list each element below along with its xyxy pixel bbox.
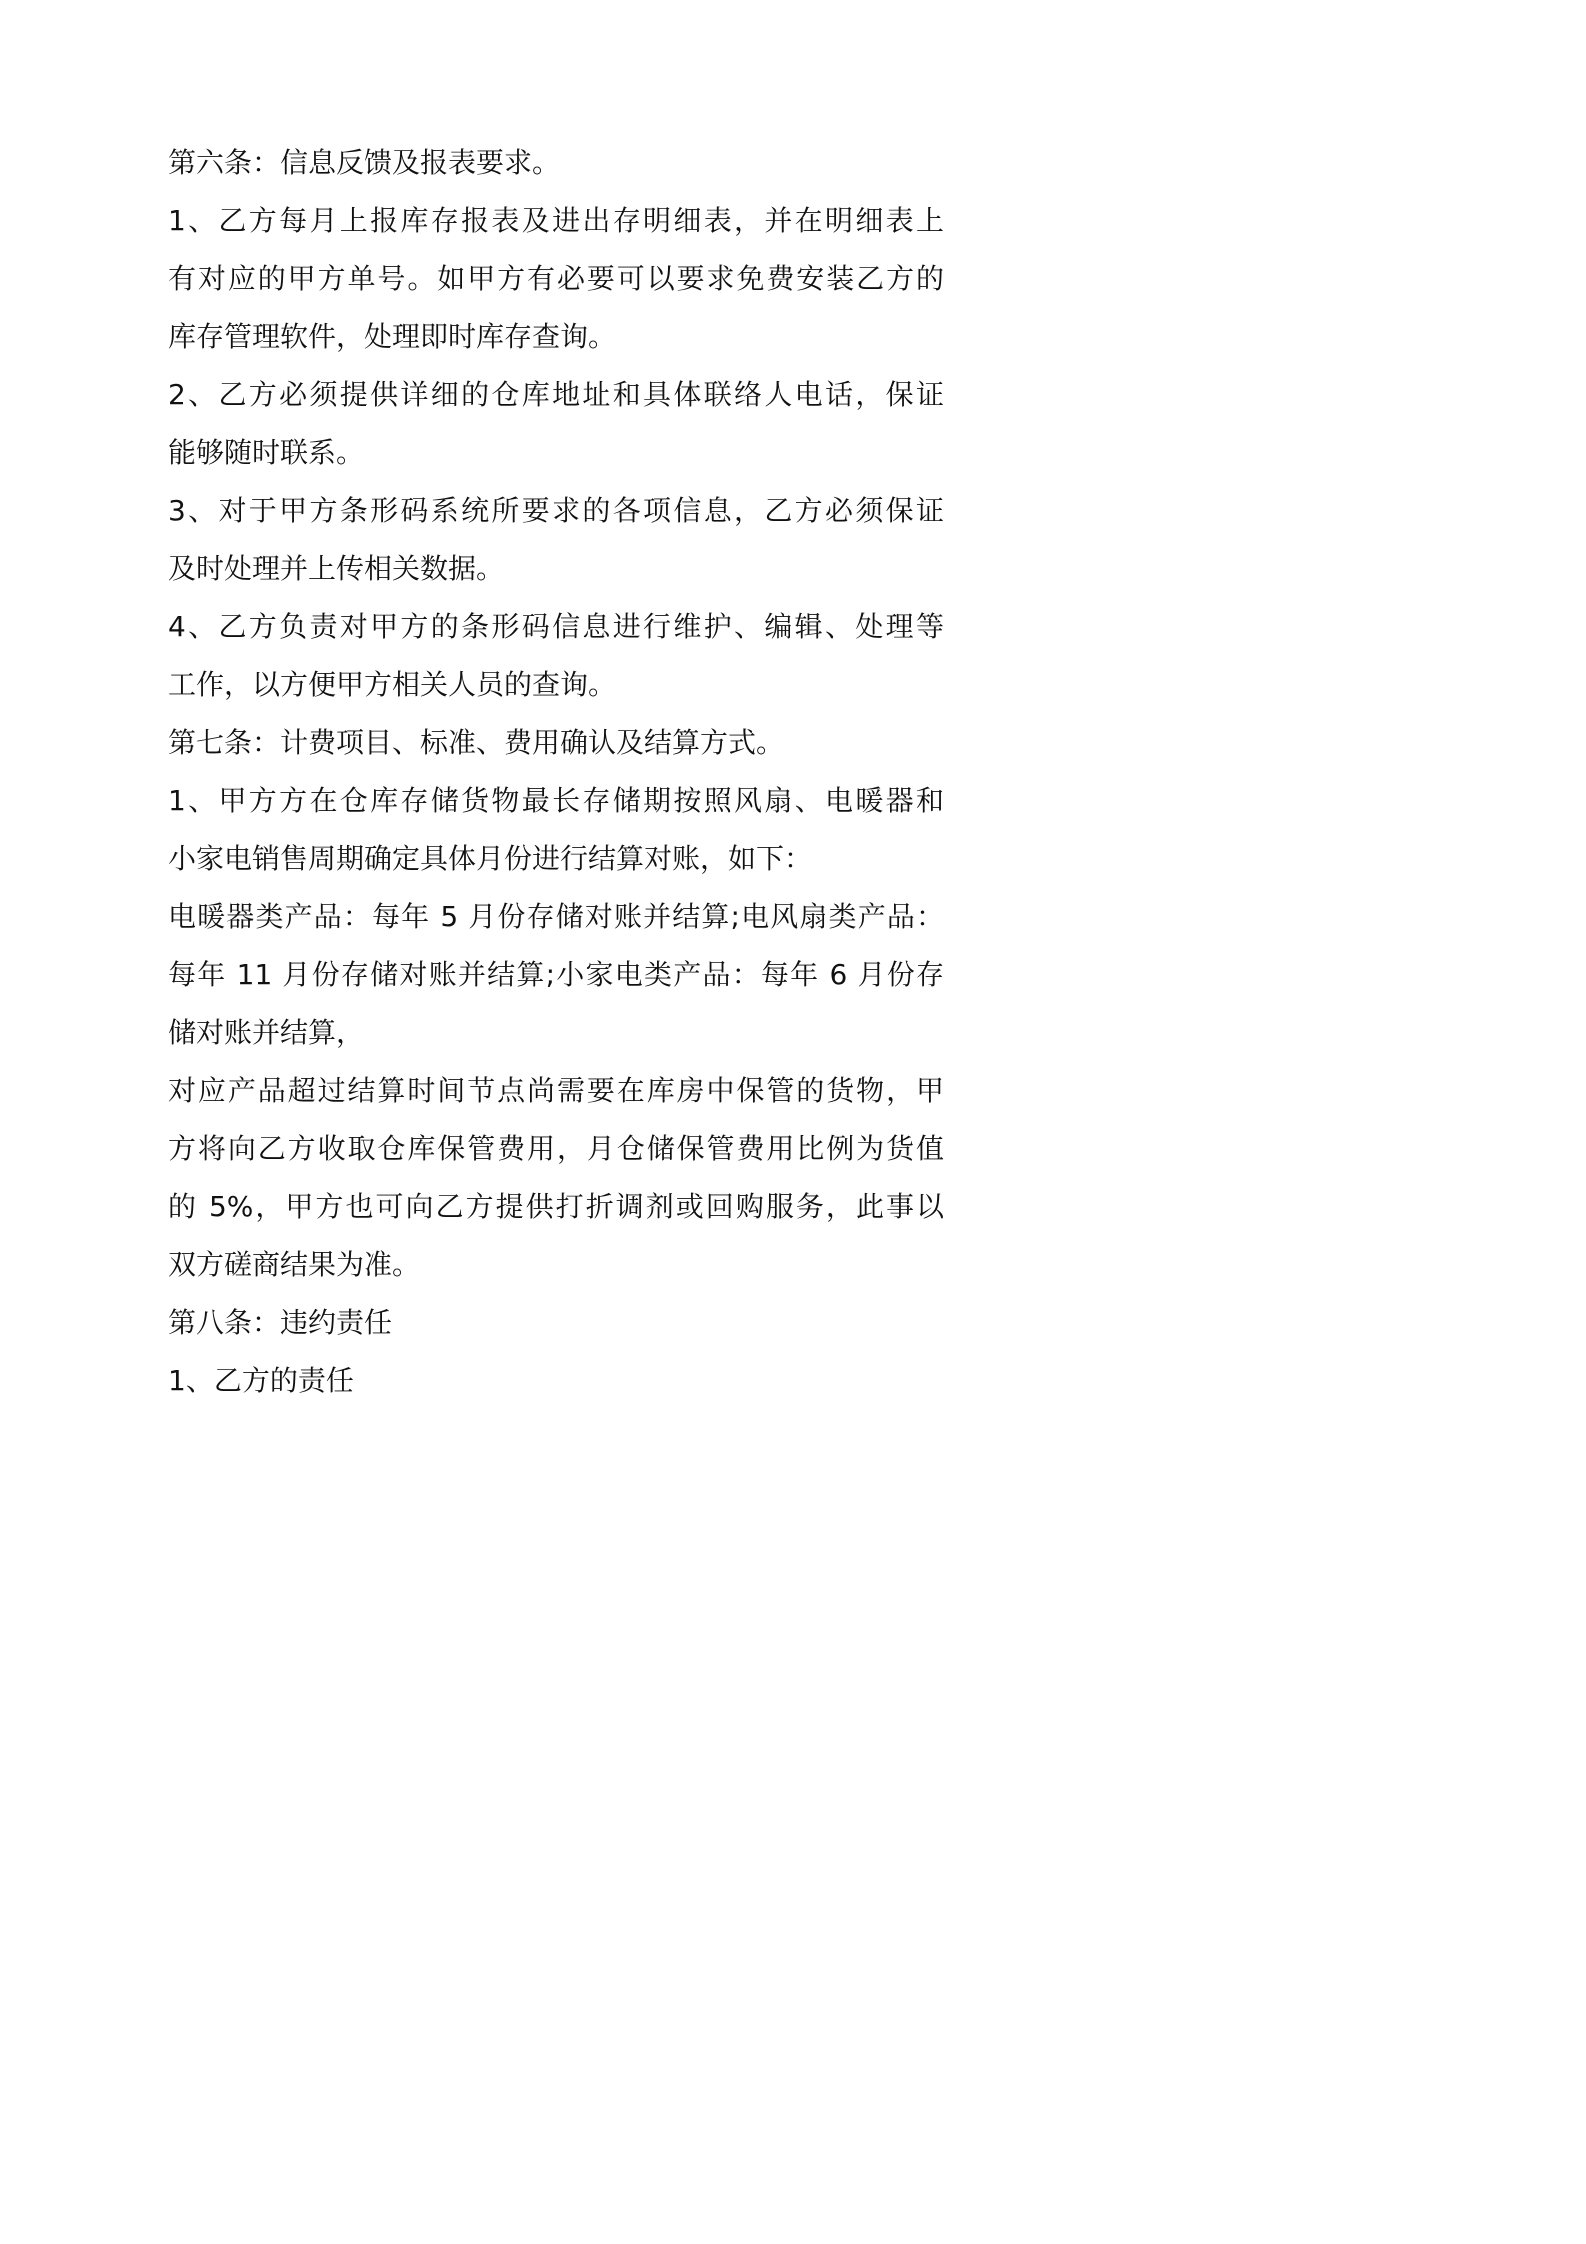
article-seven-item-1-line-1: 1、甲方方在仓库存储货物最长存储期按照风扇、电暖器和 <box>168 784 944 817</box>
article-eight-heading: 第八条：违约责任 <box>168 1306 393 1339</box>
storage-fee-line-2: 方将向乙方收取仓库保管费用，月仓储保管费用比例为货值 <box>168 1132 944 1165</box>
article-six-item-1-line-2: 有对应的甲方单号。如甲方有必要可以要求免费安装乙方的 <box>168 262 944 295</box>
settlement-schedule-line-3: 储对账并结算， <box>168 1016 365 1049</box>
document-page <box>0 0 1104 1566</box>
storage-fee-line-4: 双方磋商结果为准。 <box>168 1248 421 1281</box>
article-six-item-4-line-2: 工作，以方便甲方相关人员的查询。 <box>168 668 617 701</box>
article-eight-item-1: 1、乙方的责任 <box>168 1364 354 1397</box>
settlement-schedule-line-2: 每年 11 月份存储对账并结算;小家电类产品：每年 6 月份存 <box>168 958 944 991</box>
article-six-item-1-line-1: 1、乙方每月上报库存报表及进出存明细表，并在明细表上 <box>168 204 944 237</box>
article-six-item-2-line-2: 能够随时联系。 <box>168 436 365 469</box>
article-six-item-2-line-1: 2、乙方必须提供详细的仓库地址和具体联络人电话，保证 <box>168 378 944 411</box>
settlement-schedule-line-1: 电暖器类产品：每年 5 月份存储对账并结算;电风扇类产品： <box>168 900 944 933</box>
article-six-item-3-line-1: 3、对于甲方条形码系统所要求的各项信息，乙方必须保证 <box>168 494 944 527</box>
article-seven-heading: 第七条：计费项目、标准、费用确认及结算方式。 <box>168 726 785 759</box>
article-seven-item-1-line-2: 小家电销售周期确定具体月份进行结算对账，如下： <box>168 842 813 875</box>
article-six-item-4-line-1: 4、乙方负责对甲方的条形码信息进行维护、编辑、处理等 <box>168 610 944 643</box>
storage-fee-line-3: 的 5%，甲方也可向乙方提供打折调剂或回购服务，此事以 <box>168 1190 944 1223</box>
contract-text <box>168 134 944 1410</box>
article-six-item-1-line-3: 库存管理软件，处理即时库存查询。 <box>168 320 617 353</box>
article-six-heading: 第六条：信息反馈及报表要求。 <box>168 146 561 179</box>
article-six-item-3-line-2: 及时处理并上传相关数据。 <box>168 552 505 585</box>
storage-fee-line-1: 对应产品超过结算时间节点尚需要在库房中保管的货物，甲 <box>168 1074 944 1107</box>
